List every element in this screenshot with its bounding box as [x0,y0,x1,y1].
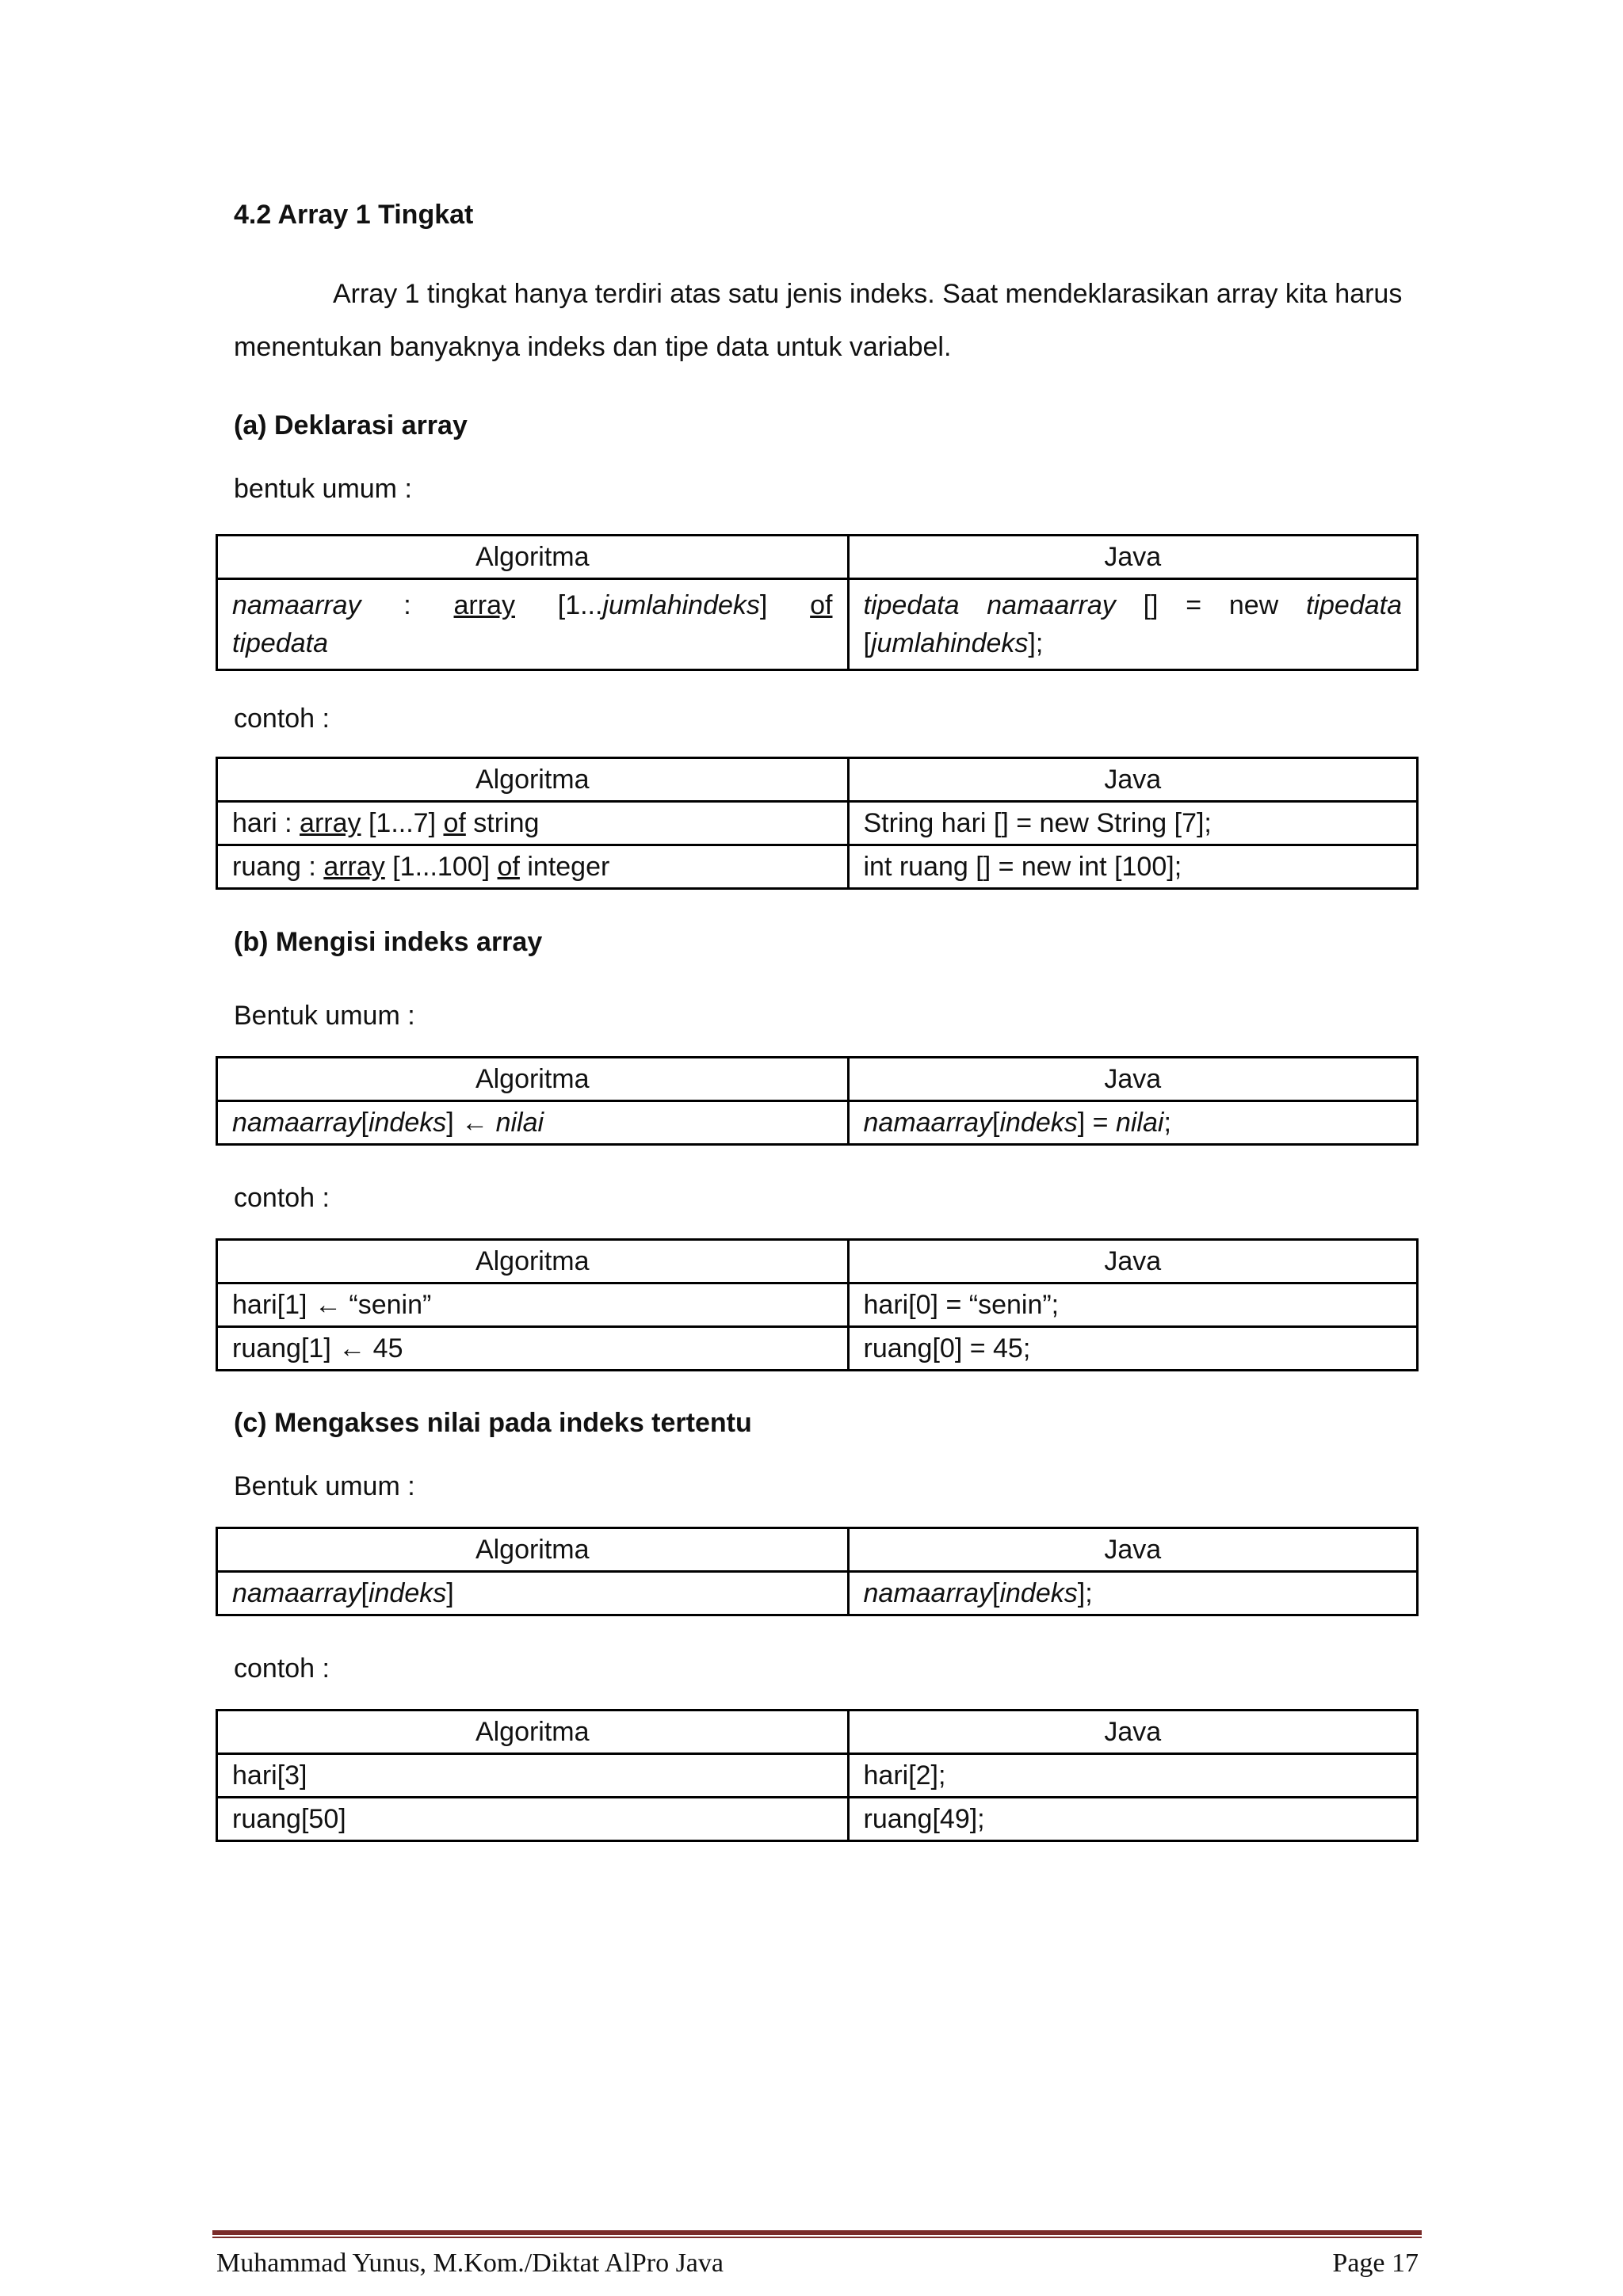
footer-rule-thin [212,2237,1422,2238]
table-header-row [217,758,1418,802]
intro-paragraph [234,268,1407,374]
declaration-example-table [216,757,1419,890]
general-form-label-b: Bentuk umum : [234,1001,415,1031]
header-algoritma: Algoritma [217,1058,849,1101]
assign-example-table [216,1238,1419,1371]
header-java: Java [848,1240,1418,1283]
example-label-b: contoh : [234,1183,330,1213]
general-form-label-c: Bentuk umum : [234,1471,415,1501]
java-line-2: [jumlahindeks]; [863,628,1044,658]
java-line-1: tipedata namaarray [] = new tipedata [863,590,1403,620]
assign-general-table [216,1056,1419,1146]
table-row [217,1327,1418,1371]
header-java: Java [848,1528,1418,1572]
java-cell: hari[2]; [848,1754,1418,1798]
table-row [217,1754,1418,1798]
footer-author: Muhammad Yunus, M.Kom./Diktat AlPro Java [216,2248,724,2278]
header-algoritma: Algoritma [217,1711,849,1754]
java-cell: ruang[49]; [848,1798,1418,1841]
algoritma-cell: hari[3] [217,1754,849,1798]
subsection-c-title: (c) Mengakses nilai pada indeks tertentu [234,1408,752,1438]
page-number: Page 17 [1332,2248,1419,2278]
java-cell: ruang[0] = 45; [848,1327,1418,1371]
access-example-table [216,1709,1419,1842]
table-header-row [217,1240,1418,1283]
java-cell [848,579,1418,670]
example-label-c: contoh : [234,1653,330,1684]
table-header-row [217,1058,1418,1101]
table-header-row [217,1528,1418,1572]
algoritma-cell: hari : array [1...7] of string [217,802,849,845]
algoritma-cell [217,579,849,670]
footer-rule-thick [212,2230,1422,2235]
table-row [217,802,1418,845]
java-cell: namaarray[indeks]; [848,1572,1418,1615]
subsection-a-title: (a) Deklarasi array [234,410,468,441]
access-general-table [216,1527,1419,1616]
java-cell: String hari [] = new String [7]; [848,802,1418,845]
table-header-row [217,1711,1418,1754]
algoritma-line-1: namaarray : array [1...jumlahindeks] of [232,590,833,620]
algoritma-cell: hari[1] ← “senin” [217,1283,849,1327]
table-row [217,1101,1418,1145]
algoritma-cell: namaarray[indeks] ← nilai [217,1101,849,1145]
declaration-general-table [216,534,1419,671]
java-cell: int ruang [] = new int [100]; [848,845,1418,889]
header-algoritma: Algoritma [217,1240,849,1283]
algoritma-cell: namaarray[indeks] [217,1572,849,1615]
header-java: Java [848,1058,1418,1101]
java-cell: hari[0] = “senin”; [848,1283,1418,1327]
algoritma-cell: ruang[50] [217,1798,849,1841]
table-row [217,1798,1418,1841]
algoritma-line-2: tipedata [232,628,328,658]
subsection-b-title: (b) Mengisi indeks array [234,927,543,957]
table-row [217,845,1418,889]
table-row [217,1283,1418,1327]
table-row [217,579,1418,670]
header-java: Java [848,1711,1418,1754]
header-algoritma: Algoritma [217,536,849,579]
header-algoritma: Algoritma [217,1528,849,1572]
section-title: 4.2 Array 1 Tingkat [234,200,474,230]
java-cell: namaarray[indeks] = nilai; [848,1101,1418,1145]
general-form-label-a: bentuk umum : [234,474,412,504]
header-algoritma: Algoritma [217,758,849,802]
algoritma-cell: ruang[1] ← 45 [217,1327,849,1371]
algoritma-cell: ruang : array [1...100] of integer [217,845,849,889]
intro-text: Array 1 tingkat hanya terdiri atas satu jenis indeks. Saat mendeklarasikan array kita harus menentukan banyaknya indeks dan tipe data untuk variabel. [234,279,1403,362]
header-java: Java [848,758,1418,802]
header-java: Java [848,536,1418,579]
table-header-row [217,536,1418,579]
table-row [217,1572,1418,1615]
example-label-a: contoh : [234,704,330,734]
